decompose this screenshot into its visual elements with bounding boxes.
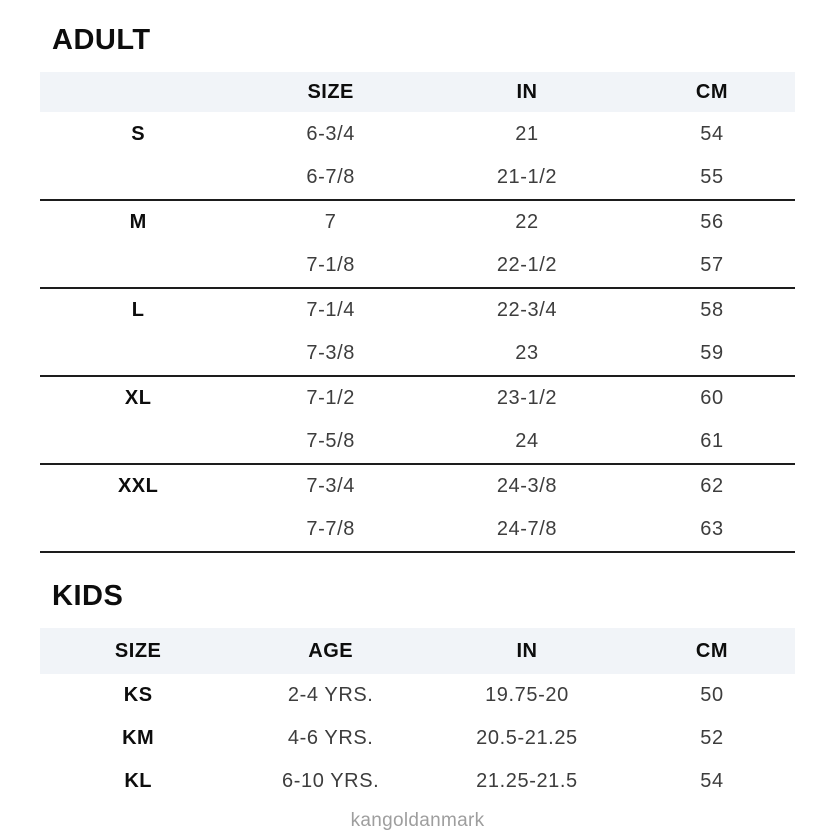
- table-row: [40, 508, 795, 552]
- hat-size-value: 7-3/8: [306, 342, 355, 364]
- cm-value: 61: [700, 430, 724, 452]
- cm-value: 54: [700, 122, 724, 145]
- table-row: [40, 376, 795, 420]
- table-row: [40, 760, 795, 803]
- kids-header-cm: CM: [629, 628, 795, 674]
- inches-value: 22: [515, 211, 539, 233]
- age-value: 2-4 YRS.: [287, 684, 374, 706]
- hat-size-value: 7-5/8: [306, 430, 355, 452]
- inches-value: 19.75-20: [485, 684, 569, 706]
- inches-value: 20.5-21.25: [476, 727, 578, 749]
- adult-header-size: SIZE: [236, 72, 425, 112]
- table-row: [40, 200, 795, 244]
- size-label-empty: [40, 244, 236, 288]
- size-label-m: M: [129, 211, 147, 233]
- cm-value: 60: [700, 387, 724, 409]
- cm-value: 54: [700, 770, 724, 792]
- hat-size-value: 7: [324, 211, 337, 233]
- table-row: [40, 244, 795, 288]
- inches-value: 23: [515, 342, 539, 364]
- inches-value: 24-7/8: [496, 518, 558, 540]
- kids-header-age: AGE: [236, 628, 425, 674]
- adult-table-header: [40, 72, 795, 112]
- cm-value: 52: [700, 727, 724, 749]
- adult-header-row: [40, 72, 795, 112]
- inches-value: 23-1/2: [496, 387, 558, 409]
- kids-header-row: [40, 628, 795, 674]
- cm-value: 62: [700, 475, 724, 497]
- table-row: [40, 420, 795, 464]
- inches-value: 21.25-21.5: [476, 770, 578, 792]
- cm-value: 58: [700, 299, 724, 321]
- inches-value: 24: [515, 430, 539, 452]
- table-row: [40, 674, 795, 717]
- cm-value: 57: [700, 254, 724, 276]
- cm-value: 55: [700, 166, 724, 188]
- cm-value: 59: [700, 342, 724, 364]
- size-label-l: L: [131, 299, 145, 321]
- table-row: [40, 717, 795, 760]
- inches-value: 21: [515, 122, 539, 145]
- inches-value: 22-3/4: [496, 299, 558, 321]
- table-row: [40, 156, 795, 200]
- kids-section-title: KIDS: [52, 580, 124, 612]
- kids-header-size: SIZE: [40, 628, 236, 674]
- inches-value: 21-1/2: [496, 166, 558, 188]
- hat-size-value: 6-3/4: [306, 122, 355, 145]
- adult-size-table: [40, 72, 795, 553]
- table-row: [40, 112, 795, 156]
- adult-header-empty: [40, 72, 236, 112]
- cm-value: 50: [700, 684, 724, 706]
- size-label-empty: [40, 156, 236, 200]
- size-label-xl: XL: [124, 387, 152, 409]
- table-row: [40, 288, 795, 332]
- hat-size-value: 7-7/8: [306, 518, 355, 540]
- size-label-empty: [40, 420, 236, 464]
- adult-header-in: IN: [425, 72, 629, 112]
- size-label-s: S: [131, 122, 146, 145]
- hat-size-value: 7-1/8: [306, 254, 355, 276]
- age-value: 4-6 YRS.: [287, 727, 374, 749]
- table-row: [40, 332, 795, 376]
- kids-header-in: IN: [425, 628, 629, 674]
- adult-header-cm: CM: [629, 72, 795, 112]
- inches-value: 24-3/8: [496, 475, 558, 497]
- brand-watermark: kangoldanmark: [350, 810, 485, 831]
- size-label-empty: [40, 332, 236, 376]
- size-label-km: KM: [122, 727, 155, 749]
- size-label-xxl: XXL: [117, 475, 159, 497]
- size-label-kl: KL: [124, 770, 152, 792]
- age-value: 6-10 YRS.: [282, 770, 380, 792]
- hat-size-value: 7-3/4: [306, 475, 355, 497]
- hat-size-value: 7-1/2: [306, 387, 355, 409]
- size-label-ks: KS: [123, 684, 153, 706]
- inches-value: 22-1/2: [496, 254, 558, 276]
- hat-size-value: 7-1/4: [306, 299, 355, 321]
- table-row: [40, 464, 795, 508]
- adult-section-title: ADULT: [52, 24, 151, 56]
- cm-value: 63: [700, 518, 724, 540]
- cm-value: 56: [700, 211, 724, 233]
- size-label-empty: [40, 508, 236, 552]
- kids-size-table: [40, 628, 795, 803]
- hat-size-value: 6-7/8: [306, 166, 355, 188]
- kids-table-header: [40, 628, 795, 674]
